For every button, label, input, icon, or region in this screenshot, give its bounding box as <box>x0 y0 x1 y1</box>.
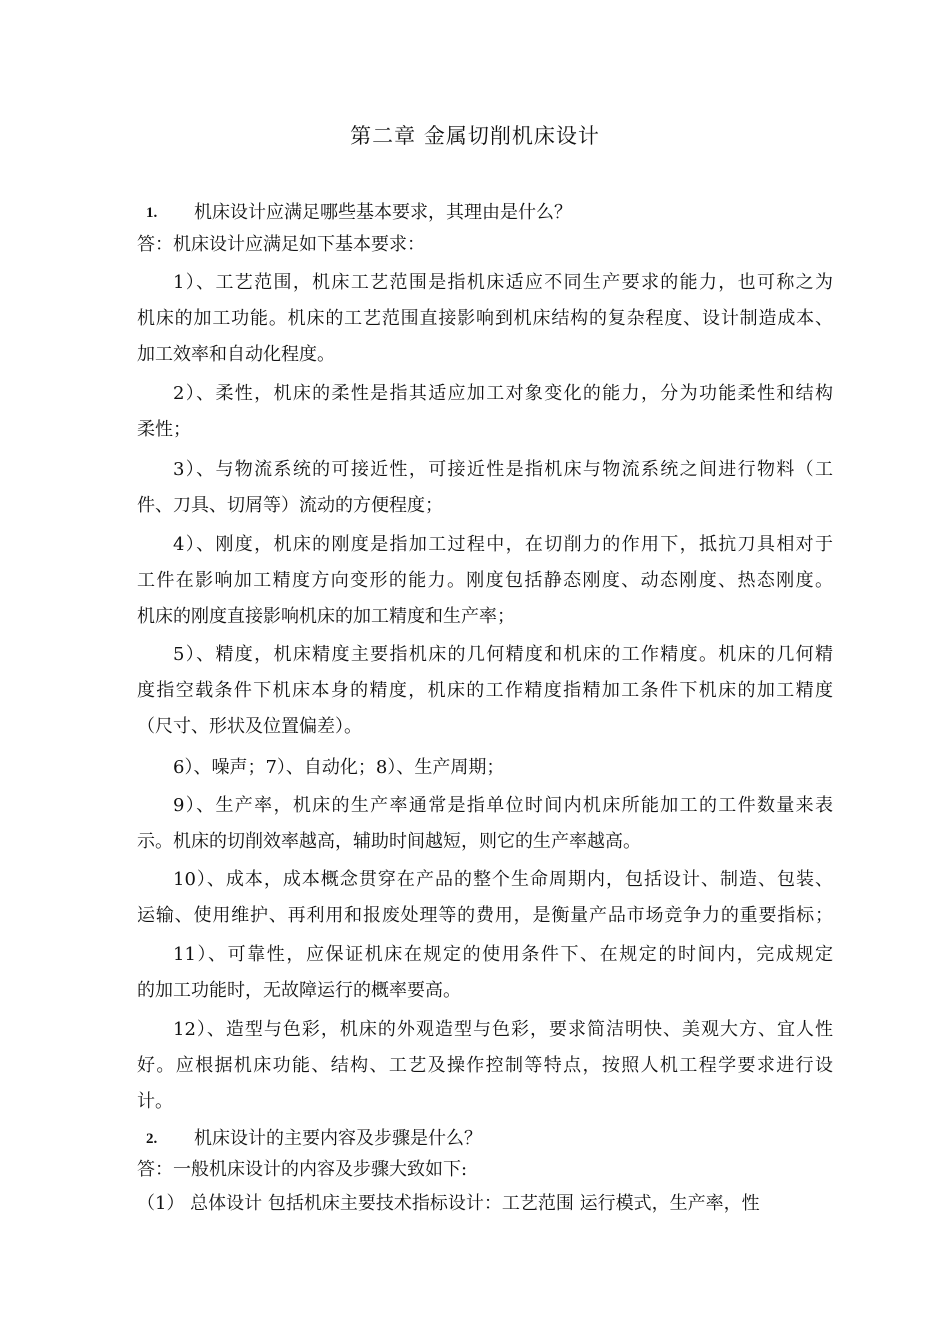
paragraph-line: 工件在影响加工精度方向变形的能力。刚度包括静态刚度、动态刚度、热态刚度。 <box>137 570 833 591</box>
question-number: 2. <box>146 1131 158 1147</box>
paragraph-line: 2）、柔性，机床的柔性是指其适应加工对象变化的能力，分为功能柔性和结构 <box>173 383 833 404</box>
paragraph-line: 12）、造型与色彩，机床的外观造型与色彩，要求简洁明快、美观大方、宜人性 <box>173 1019 833 1040</box>
requirement-paragraph <box>137 862 833 934</box>
paragraph-line: 的加工功能时，无故障运行的概率要高。 <box>137 980 461 1001</box>
requirement-paragraph <box>137 376 833 448</box>
answer-1-intro: 答：机床设计应满足如下基本要求： <box>137 234 425 255</box>
question-text: 机床设计的主要内容及步骤是什么？ <box>194 1128 482 1149</box>
paragraph-line: 3）、与物流系统的可接近性，可接近性是指机床与物流系统之间进行物料（工 <box>173 459 833 480</box>
requirement-paragraph <box>137 265 833 373</box>
paragraph-line: 度指空载条件下机床本身的精度，机床的工作精度指精加工条件下机床的加工精度 <box>137 680 833 701</box>
paragraph-line: 6）、噪声；7）、自动化；8）、生产周期； <box>173 757 505 778</box>
question-2 <box>138 1124 838 1154</box>
paragraph-line: 示。机床的切削效率越高，辅助时间越短，则它的生产率越高。 <box>137 831 641 852</box>
paragraph-line: 1）、工艺范围，机床工艺范围是指机床适应不同生产要求的能力，也可称之为 <box>173 272 833 293</box>
paragraph-line: 运输、使用维护、再利用和报废处理等的费用，是衡量产品市场竞争力的重要指标； <box>137 905 833 926</box>
requirement-paragraph <box>137 527 833 635</box>
chapter-title: 第二章 金属切削机床设计 <box>350 124 600 148</box>
requirement-paragraph <box>137 937 833 1009</box>
question-number: 1. <box>146 205 158 221</box>
requirement-paragraph <box>137 637 833 745</box>
paragraph-line: 10）、成本，成本概念贯穿在产品的整个生命周期内，包括设计、制造、包装、 <box>173 869 833 890</box>
requirement-paragraph <box>137 452 833 524</box>
requirement-paragraph <box>137 788 833 860</box>
paragraph-line: 加工效率和自动化程度。 <box>137 344 335 365</box>
paragraph-line: （尺寸、形状及位置偏差）。 <box>137 716 362 737</box>
question-1 <box>138 198 838 228</box>
paragraph-line: 11）、可靠性，应保证机床在规定的使用条件下、在规定的时间内，完成规定 <box>173 944 833 965</box>
paragraph-line: 5）、精度，机床精度主要指机床的几何精度和机床的工作精度。机床的几何精 <box>173 644 833 665</box>
paragraph-line: 柔性； <box>137 419 191 440</box>
requirement-paragraph <box>137 1012 833 1120</box>
question-text: 机床设计应满足哪些基本要求，其理由是什么？ <box>194 202 572 223</box>
paragraph-line: 4）、刚度，机床的刚度是指加工过程中，在切削力的作用下，抵抗刀具相对于 <box>173 534 833 555</box>
answer-2-intro: 答：一般机床设计的内容及步骤大致如下: <box>137 1159 468 1180</box>
paragraph-line: 件、刀具、切屑等）流动的方便程度； <box>137 495 443 516</box>
paragraph-line: 好。应根据机床功能、结构、工艺及操作控制等特点，按照人机工程学要求进行设 <box>137 1055 833 1076</box>
paragraph-line: 计。 <box>137 1091 173 1112</box>
paragraph-line: 9）、生产率，机床的生产率通常是指单位时间内机床所能加工的工件数量来表 <box>173 795 833 816</box>
requirement-paragraph <box>137 750 833 786</box>
paragraph-line: 机床的加工功能。机床的工艺范围直接影响到机床结构的复杂程度、设计制造成本、 <box>137 308 833 329</box>
paragraph-line: 机床的刚度直接影响机床的加工精度和生产率； <box>137 606 515 627</box>
answer-2-step-1: （1） 总体设计 包括机床主要技术指标设计：工艺范围 运行模式，生产率，性 <box>137 1193 760 1214</box>
